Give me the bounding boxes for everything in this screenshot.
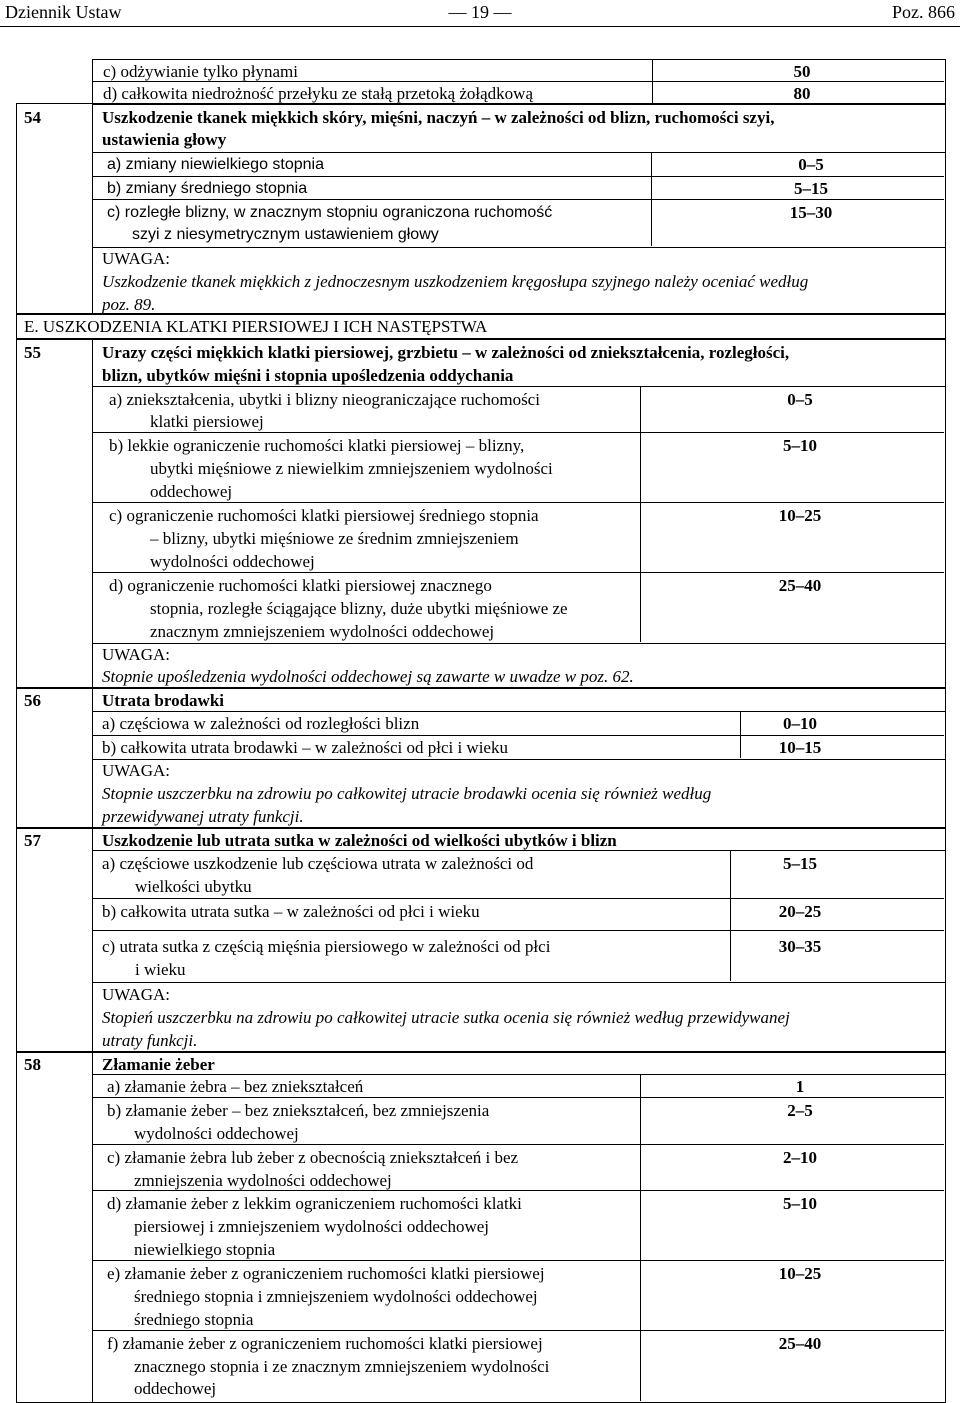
entry-57-a-2: wielkości ubytku bbox=[135, 877, 252, 896]
entry-57-c-1: c) utrata sutka z częścią mięśnia piersiowego w zależności od płci bbox=[102, 937, 551, 956]
entry-58-b-value: 2–5 bbox=[787, 1101, 813, 1120]
entry-58-e-3: średniego stopnia bbox=[134, 1310, 254, 1329]
entry-58-e-1: e) złamanie żeber z ograniczeniem ruchomości klatki piersiowej bbox=[107, 1264, 545, 1283]
entry-58-c-1: c) złamanie żebra lub żeber z obecnością zniekształceń i bez bbox=[107, 1148, 519, 1167]
entry-57-c-value: 30–35 bbox=[778, 937, 822, 956]
entry-55-a-2: klatki piersiowej bbox=[150, 412, 264, 431]
section-e-heading: E. USZKODZENIA KLATKI PIERSIOWEJ I ICH NASTĘPSTWA bbox=[24, 317, 488, 336]
entry-55-d-2: stopnia, rozległe ściągające blizny, duże ubytki mięśniowe ze bbox=[150, 599, 568, 618]
entry-58-f-2: znacznego stopnia i ze znacznym zmniejszeniem wydolności bbox=[134, 1357, 550, 1376]
entry-58-b-1: b) złamanie żeber – bez zniekształceń, bez zmniejszenia bbox=[107, 1101, 490, 1120]
entry-57-a-1: a) częściowe uszkodzenie lub częściowa utrata w zależności od bbox=[102, 854, 534, 873]
entry-55-b-2: ubytki mięśniowe z niewielkim zmniejszeniem wydolności bbox=[150, 459, 553, 478]
item-d-value: 80 bbox=[793, 84, 811, 103]
entry-54-b-value: 5–15 bbox=[794, 179, 828, 198]
entry-58-e-value: 10–25 bbox=[778, 1264, 822, 1283]
entry-55-number: 55 bbox=[24, 343, 41, 362]
entry-54-note-2: poz. 89. bbox=[102, 295, 156, 314]
entry-54-a: a) zmiany niewielkiego stopnia bbox=[107, 156, 324, 173]
entry-54-note-1: Uszkodzenie tkanek miękkich z jednoczesnym uszkodzeniem kręgosłupa szyjnego należy oceniać według bbox=[102, 272, 809, 291]
entry-58-f-3: oddechowej bbox=[134, 1379, 217, 1398]
item-d-text: d) całkowita niedrożność przełyku ze stałą przetoką żołądkową bbox=[103, 84, 534, 103]
entry-58-b-2: wydolności oddechowej bbox=[134, 1124, 299, 1143]
entry-58-a: a) złamanie żebra – bez zniekształceń bbox=[107, 1077, 364, 1096]
entry-55-d-1: d) ograniczenie ruchomości klatki piersiowej znacznego bbox=[109, 576, 492, 595]
entry-56-title: Utrata brodawki bbox=[102, 691, 224, 710]
entry-55-b-value: 5–10 bbox=[783, 436, 817, 455]
entry-55-title-1: Urazy części miękkich klatki piersiowej, grzbietu – w zależności od zniekształcenia, rozległości, bbox=[102, 343, 790, 362]
entry-58-c-2: zmniejszenia wydolności oddechowej bbox=[134, 1171, 392, 1190]
entry-56-note-2: przewidywanej utraty funkcji. bbox=[102, 807, 304, 826]
entry-55-a-1: a) zniekształcenia, ubytki i blizny nieograniczające ruchomości bbox=[109, 390, 540, 409]
entry-54-c-1: c) rozległe blizny, w znacznym stopniu ograniczona ruchomość bbox=[107, 204, 553, 221]
entry-57-b: b) całkowita utrata sutka – w zależności od płci i wieku bbox=[102, 902, 480, 921]
entry-58-e-2: średniego stopnia i zmniejszeniem wydolności oddechowej bbox=[134, 1287, 538, 1306]
journal-title: Dziennik Ustaw bbox=[5, 2, 122, 22]
entry-56-b: b) całkowita utrata brodawki – w zależności od płci i wieku bbox=[102, 738, 508, 757]
entry-54-c-2: szyi z niesymetrycznym ustawieniem głowy bbox=[132, 226, 439, 243]
entry-58-a-value: 1 bbox=[795, 1077, 805, 1096]
entry-55-c-1: c) ograniczenie ruchomości klatki piersiowej średniego stopnia bbox=[109, 506, 539, 525]
entry-58-d-value: 5–10 bbox=[783, 1194, 817, 1213]
entry-54-b: b) zmiany średniego stopnia bbox=[107, 180, 308, 197]
entry-58-d-2: piersiowej i zmniejszeniem wydolności oddechowej bbox=[134, 1217, 490, 1236]
entry-55-note-1: Stopnie upośledzenia wydolności oddechowej są zawarte w uwadze w poz. 62. bbox=[102, 667, 634, 686]
item-c-text: c) odżywianie tylko płynami bbox=[103, 62, 298, 81]
entry-57-note-label: UWAGA: bbox=[102, 985, 170, 1004]
entry-55-c-2: – blizny, ubytki mięśniowe ze średnim zmniejszeniem bbox=[150, 529, 519, 548]
entry-58-d-3: niewielkiego stopnia bbox=[134, 1240, 276, 1259]
entry-54-title-1: Uszkodzenie tkanek miękkich skóry, mięśni, naczyń – w zależności od blizn, ruchomości szyi, bbox=[102, 108, 775, 127]
entry-54-number: 54 bbox=[24, 108, 41, 127]
entry-55-a-value: 0–5 bbox=[787, 390, 813, 409]
page-number: — 19 — bbox=[448, 2, 512, 22]
entry-58-number: 58 bbox=[24, 1055, 41, 1074]
entry-57-number: 57 bbox=[24, 831, 41, 850]
entry-57-title: Uszkodzenie lub utrata sutka w zależności od wielkości ubytków i blizn bbox=[102, 831, 617, 850]
entry-56-note-label: UWAGA: bbox=[102, 761, 170, 780]
entry-55-b-3: oddechowej bbox=[150, 482, 233, 501]
entry-56-a-value: 0–10 bbox=[783, 714, 817, 733]
entry-56-b-value: 10–15 bbox=[778, 738, 822, 757]
entry-58-title: Złamanie żeber bbox=[102, 1055, 215, 1074]
entry-57-note-2: utraty funkcji. bbox=[102, 1031, 198, 1050]
entry-56-number: 56 bbox=[24, 691, 41, 710]
entry-55-note-label: UWAGA: bbox=[102, 645, 170, 664]
entry-54-title-2: ustawienia głowy bbox=[102, 130, 227, 149]
entry-57-note-1: Stopień uszczerbku na zdrowiu po całkowitej utracie sutka ocenia się również według przewidywanej bbox=[102, 1008, 790, 1027]
page-header bbox=[0, 0, 960, 27]
entry-55-d-value: 25–40 bbox=[778, 576, 822, 595]
entry-54-note-label: UWAGA: bbox=[102, 249, 170, 268]
entry-58-f-1: f) złamanie żeber z ograniczeniem ruchomości klatki piersiowej bbox=[107, 1334, 543, 1353]
entry-56-a: a) częściowa w zależności od rozległości blizn bbox=[102, 714, 420, 733]
entry-58-c-value: 2–10 bbox=[783, 1148, 817, 1167]
entry-57-a-value: 5–15 bbox=[783, 854, 817, 873]
entry-58-f-value: 25–40 bbox=[778, 1334, 822, 1353]
entry-54-a-value: 0–5 bbox=[798, 155, 824, 174]
entry-55-b-1: b) lekkie ograniczenie ruchomości klatki piersiowej – blizny, bbox=[109, 436, 525, 455]
entry-55-c-value: 10–25 bbox=[778, 506, 822, 525]
entry-55-c-3: wydolności oddechowej bbox=[150, 552, 315, 571]
entry-54-c-value: 15–30 bbox=[789, 203, 833, 222]
entry-57-b-value: 20–25 bbox=[778, 902, 822, 921]
position-number: Poz. 866 bbox=[892, 2, 955, 22]
entry-57-c-2: i wieku bbox=[135, 960, 186, 979]
entry-55-title-2: blizn, ubytków mięśni i stopnia upośledzenia oddychania bbox=[102, 366, 514, 385]
entry-56-note-1: Stopnie uszczerbku na zdrowiu po całkowitej utracie brodawki ocenia się również według bbox=[102, 784, 712, 803]
entry-58-d-1: d) złamanie żeber z lekkim ograniczeniem ruchomości klatki bbox=[107, 1194, 522, 1213]
entry-55-d-3: znacznym zmniejszeniem wydolności oddechowej bbox=[150, 622, 495, 641]
item-c-value: 50 bbox=[793, 62, 811, 81]
